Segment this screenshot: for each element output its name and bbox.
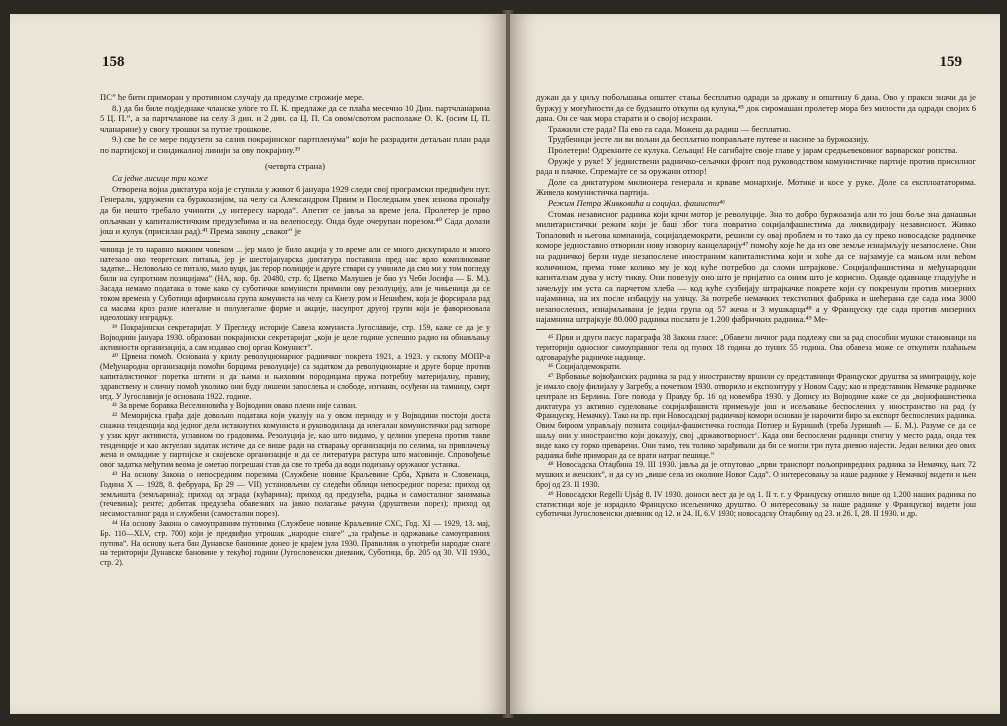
body-paragraph: 8.) да би биле подједнаке чланске улоге то П. К. предлаже да се плаћа месечно 10 Дин. партчланарина 5 Ц. П.”, а за партчланове на селу 3 дин. и 2 дин. са Ц. П. Са овом/свотом располаже О. К. (осим Ц. П. чланарине) у свогу трошки за путне трошкове. [100, 102, 490, 134]
footnote: ⁴⁰ Црвена помоћ. Основана у крилу револуционарног радничког покрета 1921, а 1923. у склопу МОПР-а (Међународна организација помоћи борцима револуције) са задатком да револуционарне и друге борце против капиталистичког поретка штити и да њима и њиховим породицама пружа потребну материјалну, правну, здравствену и сличну помоћ уколико они буду лишени запослења и слободе, изгнани, осуђени на тамницу, смрт итд. У Југославији је основана 1922. године. [100, 352, 490, 401]
footnote: ⁴⁴ На основу Закона о самоуправним путовима (Службене новине Краљевине СХС, Год. XI — 1929, 13. мај, Бр. 110—XLV, стр. 700) који је предвиђао утрошак „народне снаге” „за грађење и одржавање самоуправних путова”. На основу њега бан Дунавске бановине донео је крајем јула 1930. Правилник о употреби народне снаге на територији Дунавске бановине у текућој години (Југословенски дневник, Суботица, бр. 205 од 30. VII 1930., стр. 2). [100, 519, 490, 568]
footnote: ⁴³ На основу Закона о непосредним порезима (Службене новине Краљевине Срба, Хрвата и Словенаца, Година X — 1928, 8. фебруара, Бр 29 — VII) установљени су следећи облици непосредног пореза: приход од земљишта (земљарина); приход од зграда (кућарина); приход од предузећа, радња и самосталног занимања (течевина); ренте; добитак предузећа обавезних на јавно полагање рачуна (друштвени порез); приход од несамосталног рада и службени (самостални порез). [100, 470, 490, 519]
footnote-divider [536, 329, 656, 330]
footnote: ⁴⁶ Социјалдемократи. [548, 362, 622, 372]
footnote: ⁴² Меморијска грађа даје довољно података који указују на у овом периоду и у Војводини постоји доста снажна тенденција код једног дела истакнутих комуниста и руководилаца да илегалан комунистички рад затворе у узак круг активиста, углавном по градовима. Резолуција је, као што видимо, у целини уперена против такве тенденције и као актуелан задатак истиче да се више ради на стварању организација по селима, на привлачењу жена и омладине у партијске и скојевске организације и да се литература растура што масовније. Спровођење овог задатка међутим веома је ометао погрешан став да све то треба да води подизању оружаног устанка. [100, 411, 490, 470]
right-page [510, 14, 1000, 714]
section-subheading: Са једне лисице три коже [112, 173, 208, 184]
right-text-column [536, 92, 976, 519]
body-paragraph: Тражили сте рада? Па ево га сада. Можеш да радиш — бесплатно. [548, 123, 791, 134]
footnote: ⁴⁷ Врбовање војвођанских радника за рад у иностранству вршили су представници Француског друштва за имиграцију, које је имало своју филијалу у Загребу, а почетком 1930. отворило и експозитуру у Новом Саду; као и представник Немачке радничке централе из Берлина. Гоге повода у Правду бр. 16 од новембра 1930. у Допису из Војводине каже се да „војнофашистичка диктатура уз активно суделовање социјалфашиста примењује још и исељавање беспослених у иностранство на рад (у Француску, Немачку). Тако на пр. при Новосадској радничкој комори основан је нарочити биро за експорт беспослених радника. Овим бироом управљају позната социјал-фашистичка господа Потнер и Буришић (треба Јуришић — Б. М.). Разуме се да се шаљу они у иностранство који доказују, свој ‚државотворност‘. Када ови беспослени радници стигну у место рада, онда тек виде како су горко преварени. Они тамо, тек толико зарађивали да би се могли три пута дневно најести. Један велики део ових радника биће приморан да се врати натраг пешице.” [536, 372, 976, 460]
footnotes [536, 333, 976, 519]
footnote: чиница је то наравно важним човеком ... јер мало је било акција у то време али се много дискутирало и много натезало око теоретских питања, јер је шестојануарска диктатура поставила пред нас врло компликоване задатке... Неловољно се питало, мало вуци, јак терор полиције и друге ствари су учиниле да смо ми у том погледу били на супротним позицијама” (НА, кор. бр. 20480, стр. 6; Цветко Малушев је био уз Чеби Јосифа — Б. М.). Засада немамо података о томе како су суботички комунисти примили ову резолуцију, али је чињеница да се током времена у Суботици афирмисала група комуниста на челу са Киезу ром и Нешићем, која је форсирала рад са масама кроз разне илегалне и полулегалне форме и акције, насупрот другој групи која је фаворизовала идеолошку изградњу. [100, 244, 490, 323]
page-number: 159 [939, 54, 962, 70]
footnote-divider [100, 241, 220, 242]
body-paragraph: Оружје у руке! У јединствени радничко-сељачки фронт под руководством комунистичке партије против присилног рада и плачке. Спремајте се за оружани отпор! [536, 155, 976, 177]
body-paragraph: Доле са диктатуром милионера генерала и крваве монархије. Мотике и косе у руке. Доле са експлоататорима. Живела комунистичка партија. [536, 176, 976, 198]
footnote: ⁴⁹ Новосадски Regelli Ujság 8. IV 1930. доноси вест да је од 1. II т. г. у Француску отишло више од 1.200 наших радника по статистици које је израдило Француско исељеничко друштво. О интересовању за наше раднике у Француској видети још суботички Југословенски дневник од 12. и 24. II, 6.V 1930; новосадску Отаџбину од 23. и 26. I, 28. II 1930. и др. [536, 489, 976, 519]
footnote: ⁴¹ За време боравка Веселиновића у Војводини овако плени није сазван. [112, 401, 358, 411]
footnotes [100, 245, 490, 568]
page-number: 158 [102, 54, 125, 70]
body-paragraph: Трудбеници јесте ли ви вољни да бесплатно поправљате путеве и насипе за буржоазију. [548, 134, 869, 145]
section-subheading: Режим Петра Живковића и социјал. фашисти⁴⁶ [548, 197, 726, 208]
body-paragraph: Отворена војна диктатура која је ступила у живот 6 јануара 1929 следи свој програмски предвиђен пут. Генерали, удружени са буржоазијом, на челу са Александром Првим и Последњим увек изнова пронађу да би нешто требало учинити „у интересу народа“. Апетит се јавља за време јела. Пролетер је прво опљачкан у капиталистичким предузећима и на велепоседу. Онда буде очерупан порезом.⁴⁰ Сада долази још и кулук (присилан рад).⁴¹ Према закону „сваког“ је [100, 183, 490, 237]
footnote: ⁴⁵ Први и други пасус параграфа 38 Закона гласе: „Обавезн личног рада подлежу сви за рад способни мушки становници на територији односног самоуправног тела од пуних 18 година до пуних 55 година. Ова обавеза може се откупити плаћањем одговарајуће радничке наднице. [536, 333, 976, 362]
body-paragraph: 9.) све ће се мере подузети за сазив покрајинског партпленума” који ће разрадити детаљан план рада по партијској и синдикалној линији за ову покрајину.³⁹ [100, 134, 490, 155]
body-paragraph: дужан да у циљу побољшања општег стања бесплатно одради за државу и општину 6 дана. Ово у пракси значи да је буржуј у могућности да се будзашто откупи од кулука,⁴⁵ док сиромашан пролетер мора без милости да одради својих 6 дана. Он се чак мора старати и о својој исхрани. [536, 92, 976, 124]
body-paragraph: Пролетери! Одрекните се кулука. Сељаци! Не сагибајте своје главе у јарам средњевековног варварског ропства. [548, 144, 958, 155]
footnote: ⁴⁸ Новосадска Отаџбина 19. III 1930. јавља да је отпутовао „први транспорт пољопривредних радника за Немачку, њих 72 мушких и женских”, и да су из „више села из околине Новог Сада”. О интересовању за наше раднике у Немачкој видети и њен број од 23. II 1930. [536, 460, 976, 490]
footnote: ³⁹ Покрајински секретаријат. У Прегледу историје Савеза комуниста Југославије, стр. 159, каже се да је у Војводини јануара 1930. образован покрајински секретаријат „који је целе године успешно радио на обнављању активности организација, а сам издавао свој орган Комунист”. [100, 323, 490, 352]
left-page [10, 14, 506, 714]
body-paragraph: Стомак независног радника који крчи мотор је револуције. Зна то добро буржоазија али то још боље зна данашњи милитаристички режим који је баш због тога повратио социјалфашистима да ликвидирају независност. Живко Топаловић и његова компанија, социјалдемократи, решили су овај проблем и то тако да су преко новосадске радничке коморе једноставно отворили нову изворну канцеларију⁴⁷ помоћу које ће да из ове земље изнајмљују незапослене. Они на радничкој берзи нуде незапослене иностраним капиталистима који и хоће да се најзамује са мањом или већом количином, према томе колико му је код куће потребно да сломи штрајкове. Социјалфашистима и међународни капиталзам дува у исту тикву. Они повезују оно што је пријатно са оним што је корисно. Одавде одавнаце гладујуће и зачељују им уста са парчетом хлеба — код куће сузбијају штрајкачке покрете који су покренули против мизерних најамнина, на их после избацују на улицу. За потребе немачких текстилних фабрика и шећерана где сада има 3000 незапослених, изнајмљивана је једна група од 57 жена и 3 мушкарца⁴⁸ а у Француску где сада против мизерних најамнина штрајкује 80.000 радника послато је 1.200 фабричких радника.⁴⁹ Ме- [536, 208, 976, 325]
left-text-column [100, 92, 490, 568]
body-paragraph: ПС” ће бити приморан у противном случају да предузме строжије мере. [100, 92, 365, 102]
section-heading: (четврта страна) [265, 160, 325, 171]
